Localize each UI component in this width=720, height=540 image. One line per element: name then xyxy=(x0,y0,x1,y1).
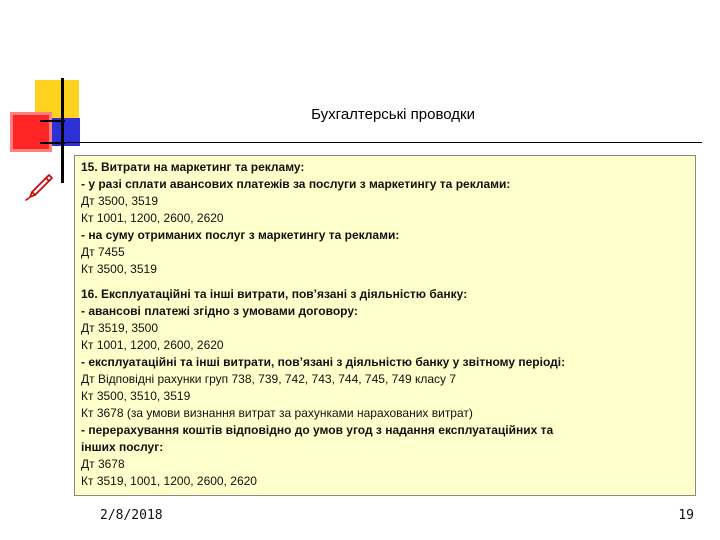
page-number: 19 xyxy=(678,508,694,523)
footer-date: 2/8/2018 xyxy=(100,508,163,523)
text-line: Дт 3678 xyxy=(81,457,125,471)
text-line: Кт 1001, 1200, 2600, 2620 xyxy=(81,338,224,352)
text-line: Кт 3500, 3510, 3519 xyxy=(81,389,191,403)
text-line: - авансові платежі згідно з умовами договору: xyxy=(81,304,358,318)
text-line: - у разі сплати авансових платежів за послуги з маркетингу та реклами: xyxy=(81,177,511,191)
decor-red-square xyxy=(10,112,52,152)
text-line: Кт 1001, 1200, 2600, 2620 xyxy=(81,211,224,225)
title-divider xyxy=(62,142,702,143)
pen-icon xyxy=(24,171,54,201)
text-line: інших послуг: xyxy=(81,440,164,454)
decor-vertical-line xyxy=(61,78,64,183)
text-line: - перерахування коштів відповідно до умов угод з надання експлуатаційних та xyxy=(81,423,554,437)
text-line: Кт 3678 (за умови визнання витрат за рахунками нарахованих витрат) xyxy=(81,406,473,420)
section-heading: 15. Витрати на маркетинг та рекламу: xyxy=(81,160,305,174)
text-line: Кт 3519, 1001, 1200, 2600, 2620 xyxy=(81,474,257,488)
text-line: Дт 3500, 3519 xyxy=(81,194,159,208)
content-box xyxy=(74,155,696,496)
section-15-lines xyxy=(81,176,689,278)
text-line: Кт 3500, 3519 xyxy=(81,262,157,276)
text-line: - експлуатаційні та інші витрати, пов’язані з діяльністю банку у звітному періоді: xyxy=(81,355,566,369)
section-16-lines xyxy=(81,303,689,490)
text-line: Дт 3519, 3500 xyxy=(81,321,159,335)
slide-title: Бухгалтерські проводки xyxy=(311,106,475,123)
text-line: Дт 7455 xyxy=(81,245,125,259)
text-line: - на суму отриманих послуг з маркетингу та реклами: xyxy=(81,228,400,242)
section-heading: 16. Експлуатаційні та інші витрати, пов’язані з діяльністю банку: xyxy=(81,287,468,301)
text-line: Дт Відповідні рахунки груп 738, 739, 742, 743, 744, 745, 749 класу 7 xyxy=(81,372,457,386)
